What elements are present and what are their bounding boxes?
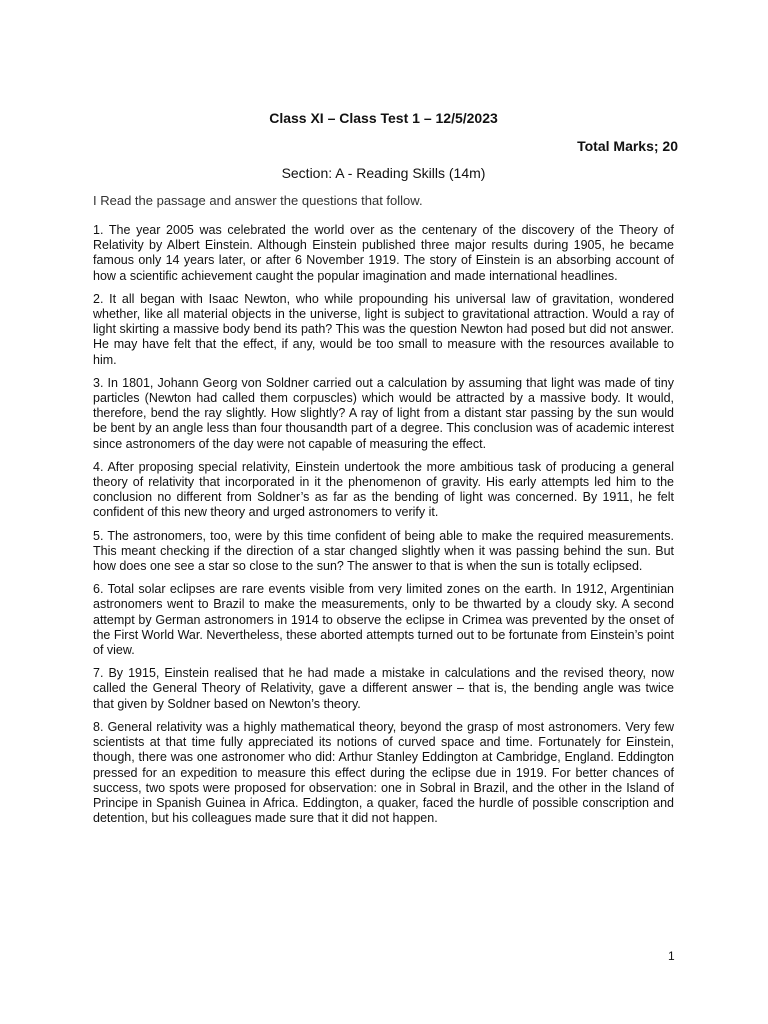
total-marks: Total Marks; 20 <box>577 138 678 154</box>
passage-paragraph: 1. The year 2005 was celebrated the world over as the centenary of the discovery of the Theory of Relativity by Albert Einstein. Although Einstein published three major results during 1905, he became famous only 14 years later, or after 6 November 1919. The story of Einstein is an absorbing account of how a scientific achievement caught the popular imagination and made international headlines. <box>93 223 674 283</box>
passage-paragraph: 8. General relativity was a highly mathematical theory, beyond the grasp of most astronomers. Very few scientists at that time fully appreciated its notions of curved space and time. Fortunately for Einstein, though, there was one astronomer who did: Arthur Stanley Eddington at Cambridge, England. Eddington pressed for an expedition to measure this effect during the eclipse due in 1919. For better chances of success, two spots were proposed for observation: one in Sobral in Brazil, and the other in the Island of Principe in Spanish Guinea in Africa. Eddington, a quaker, faced the hurdle of possible conscription and detention, but his colleagues made sure that it did not happen. <box>93 719 674 826</box>
test-title: Class XI – Class Test 1 – 12/5/2023 <box>269 110 498 126</box>
passage-paragraph: 2. It all began with Isaac Newton, who while propounding his universal law of gravitation, wondered whether, like all material objects in the universe, light is subject to gravitational attraction. Would a ray of light skirting a massive body bend its path? This was the question Newton had posed but did not answer. He may have felt that the effect, if any, would be too small to measure with the resources available to him. <box>93 291 674 367</box>
passage-paragraph: 7. By 1915, Einstein realised that he had made a mistake in calculations and the revised theory, now called the General Theory of Relativity, gave a different answer – that is, the bending angle was twice that given by Soldner based on Newton’s theory. <box>93 666 674 711</box>
instruction-text: I Read the passage and answer the questions that follow. <box>93 193 423 208</box>
passage-paragraph: 5. The astronomers, too, were by this time confident of being able to make the required measurements. This meant checking if the direction of a star changed slightly when it was passing behind the sun. But how does one see a star so close to the sun? The answer to that is when the sun is totally eclipsed. <box>93 528 674 574</box>
passage-paragraph: 4. After proposing special relativity, Einstein undertook the more ambitious task of producing a general theory of relativity that incorporated in it the phenomenon of gravity. His early attempts led him to the conclusion no different from Soldner’s as far as the bending of light was concerned. By 1911, he felt confident of this new theory and urged astronomers to verify it. <box>93 459 674 520</box>
passage-paragraph: 6. Total solar eclipses are rare events visible from very limited zones on the earth. In 1912, Argentinian astronomers went to Brazil to make the measurements, only to be thwarted by a cloudy sky. A second attempt by German astronomers in 1914 to observe the eclipse in Crimea was prevented by the onset of the First World War. Nevertheless, these aborted attempts turned out to be fortunate from Einstein’s point of view. <box>93 582 674 658</box>
reading-passage <box>93 223 674 834</box>
page-number: 1 <box>668 949 675 963</box>
document-page <box>93 0 678 1024</box>
section-heading: Section: A - Reading Skills (14m) <box>281 165 486 181</box>
passage-paragraph: 3. In 1801, Johann Georg von Soldner carried out a calculation by assuming that light was made of tiny particles (Newton had called them corpuscles) which would be attracted by a massive body. It would, therefore, bend the ray slightly. How slightly? A ray of light from a distant star passing by the sun would be bent by an angle less than four thousandth part of a degree. This conclusion was of academic interest since astronomers of the day were not capable of measuring the effect. <box>93 375 674 451</box>
